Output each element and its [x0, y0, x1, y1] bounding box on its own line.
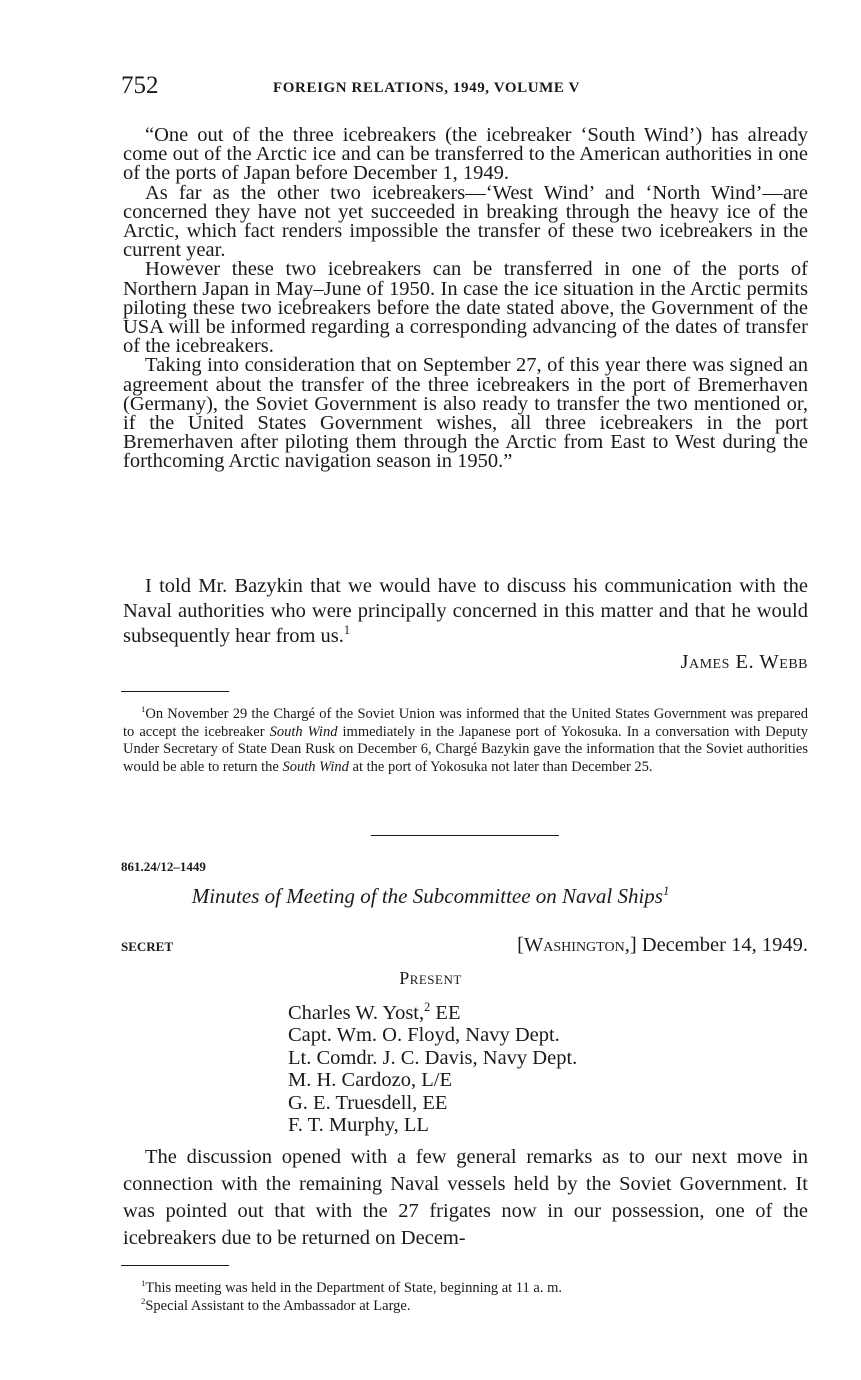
footnote-ref: 2 [424, 1000, 431, 1015]
place: Washington [523, 934, 625, 956]
document-title: Minutes of Meeting of the Subcommittee on Naval Ships$^1$ [191, 884, 670, 908]
footnote: $^1$This meeting was held in the Department of State, beginning at 11 a. m. [141, 1278, 562, 1296]
footnote-rule [121, 691, 229, 692]
footnote-marker: 1 [141, 704, 146, 715]
attendee-list [288, 1002, 577, 1136]
footnote-marker: 2 [141, 1295, 146, 1306]
attendee: G. E. Truesdell, EE [288, 1091, 448, 1114]
footnote: $^1$On November 29 the Chargé of the Soviet Union was informed that the United States Government was prepared to accept the icebreaker South Wind immediately in the Japanese port of Yokosuka. In a conversation with Deputy Under Secretary of State Dean Rusk on December 6, Chargé Bazykin gave the information that the Soviet authorities would be able to return the South Wind at the port of Yokosuka not later than December 25. [123, 704, 808, 775]
quote-paragraph: As far as the other two icebreakers—‘West Wind’ and ‘North Wind’—are concerned they have not yet succeeded in breaking through the heavy ice of the Arctic, which fact renders impossible the transfer of these two icebreakers in the current year. [123, 181, 808, 262]
attendee: F. T. Murphy, LL [288, 1114, 429, 1137]
narrative-paragraph [123, 574, 808, 649]
quote-paragraph: However these two icebreakers can be transferred in one of the ports of Northern Japan in May–June of 1950. In case the ice situation in the Arctic permits piloting these two icebreakers before the date stated above, the Government of the USA will be informed regarding a corresponding advancing of the dates of transfer of the icebreakers. [123, 258, 808, 358]
ship-name: South Wind [269, 723, 338, 740]
page-number: 752 [121, 72, 159, 99]
ship-name: South Wind [282, 758, 349, 775]
footnote-marker: 1 [141, 1278, 146, 1289]
quote-paragraph: “One out of the three icebreakers (the icebreaker ‘South Wind’) has already come out of the Arctic ice and can be transferred to the American authorities in one of the ports of Japan before December 1, 1949. [123, 124, 808, 185]
page-header [121, 72, 811, 108]
attendee: Capt. Wm. O. Floyd, Navy Dept. [288, 1024, 560, 1047]
attendee: M. H. Cardozo, L/E [288, 1069, 452, 1092]
date: December 14, 1949. [641, 934, 808, 956]
present-heading: Present [399, 968, 462, 988]
quoted-communication [123, 126, 808, 472]
signature: James E. Webb [680, 651, 808, 673]
footnote-block [123, 706, 808, 776]
narrative-section [123, 574, 808, 675]
footnote-ref: 1 [343, 623, 351, 638]
file-number: 861.24/12–1449 [121, 859, 206, 874]
bottom-footnotes [123, 1280, 808, 1315]
place-and-date: [Washington,] December 14, 1949. [517, 934, 808, 956]
quote-paragraph: Taking into consideration that on September 27, of this year there was signed an agreement about the transfer of the three icebreakers in the port of Bremerhaven (Germany), the Soviet Government is also ready to transfer the two mentioned or, if the United States Government wishes, all three icebreakers in the port Bremerhaven after piloting them through the Arctic from East to West during the forthcoming Arctic navigation season in 1950.” [123, 354, 808, 473]
running-title: FOREIGN RELATIONS, 1949, VOLUME V [273, 80, 581, 96]
classification-label: SECRET [121, 939, 174, 954]
narrative-text: I told Mr. Bazykin that we would have to discuss his communication with the Naval authorities who were principally concerned in this matter and that he would subsequently hear from us. [123, 575, 808, 647]
discussion-paragraph: The discussion opened with a few general remarks as to our next move in connection with the remaining Naval vessels held by the Soviet Government. It was pointed out that with the 27 frigates now in our possession, one of the icebreakers due to be returned on Decem- [123, 1146, 808, 1249]
discussion-section [123, 1144, 808, 1252]
attendee: Charles W. Yost,$^2$ EE [288, 1000, 461, 1024]
section-divider [371, 835, 559, 836]
footnote-rule [121, 1265, 229, 1266]
footnote: $^2$Special Assistant to the Ambassador at Large. [141, 1295, 411, 1314]
footnote-ref: 1 [662, 884, 670, 898]
attendee: Lt. Comdr. J. C. Davis, Navy Dept. [288, 1046, 578, 1069]
